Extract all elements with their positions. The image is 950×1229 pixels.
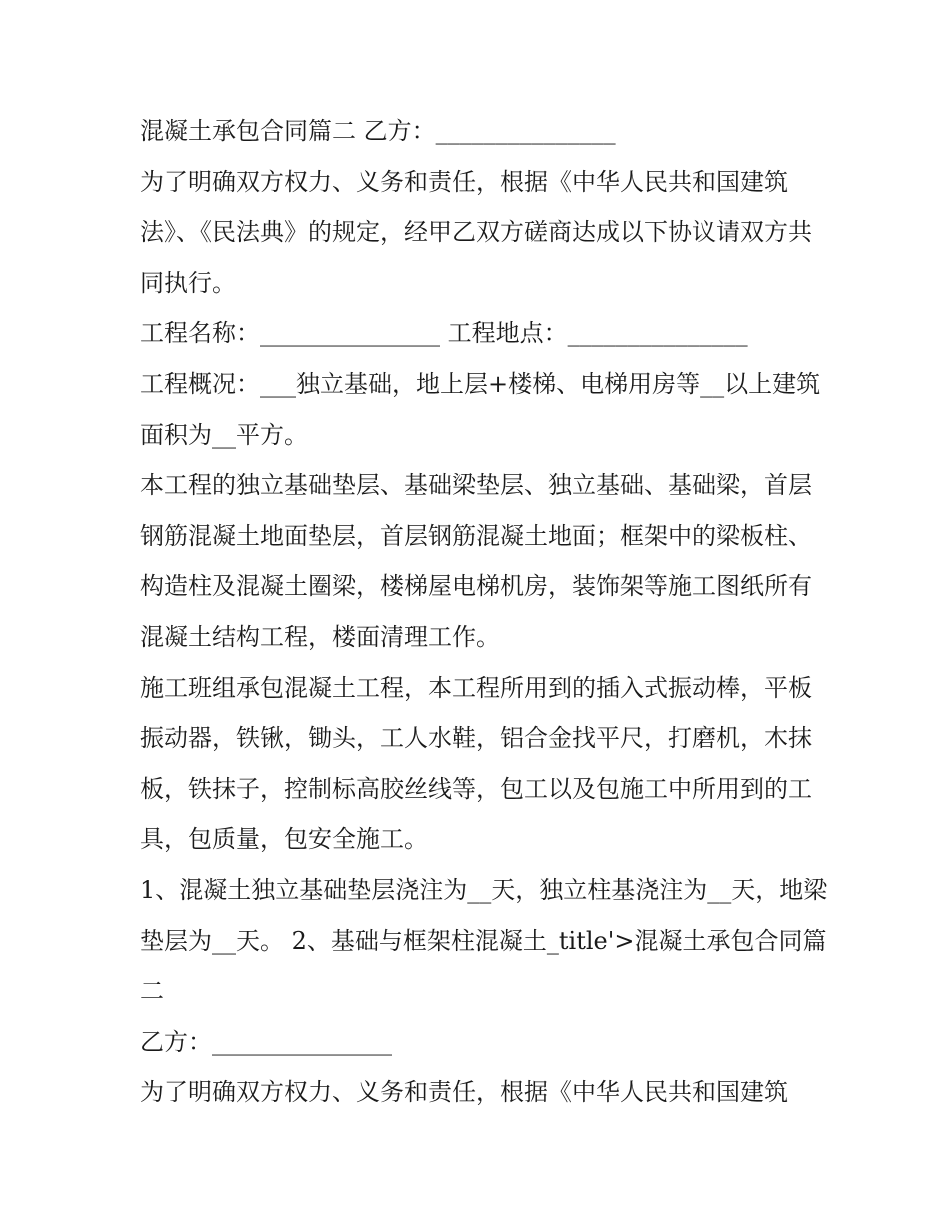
- paragraph-purpose: 为了明确双方权力、义务和责任，根据《中华人民共和国建筑法》、《民法典》的规定，经甲乙双方磋商达成以下协议请双方共同执行。: [140, 167, 812, 297]
- paragraph-contracting-tools: 施工班组承包混凝土工程，本工程所用到的插入式振动棒，平板振动器，铁锹，锄头，工人水鞋，铝合金找平尺，打磨机，木抹板，铁抹子，控制标高胶丝线等，包工以及包施工中所用到的工具，包质量，包安全施工。: [140, 673, 812, 854]
- paragraph-project-overview: 工程概况：___独立基础，地上层+楼梯、电梯用房等__以上建筑面积为__平方。: [140, 369, 821, 449]
- paragraph-purpose-repeat: 为了明确双方权力、义务和责任，根据《中华人民共和国建筑: [140, 1078, 788, 1107]
- document-body: [140, 106, 830, 1118]
- paragraph-title-party-b: 混凝土承包合同篇二 乙方：_______________: [140, 117, 616, 145]
- paragraph-party-b: 乙方：_______________: [140, 1027, 392, 1056]
- paragraph-scope: 本工程的独立基础垫层、基础梁垫层、独立基础、基础梁，首层钢筋混凝土地面垫层，首层钢筋混凝土地面；框架中的梁板柱、构造柱及混凝土圈梁，楼梯屋电梯机房，装饰架等施工图纸所有混凝土结构工程，楼面清理工作。: [140, 471, 812, 651]
- paragraph-schedule: 1、混凝土独立基础垫层浇注为__天，独立柱基浇注为__天，地梁垫层为__天。 2、基础与框架柱混凝土_title'>混凝土承包合同篇二: [140, 875, 828, 1006]
- paragraph-project-name-location: 工程名称：_______________ 工程地点：_______________: [140, 319, 748, 348]
